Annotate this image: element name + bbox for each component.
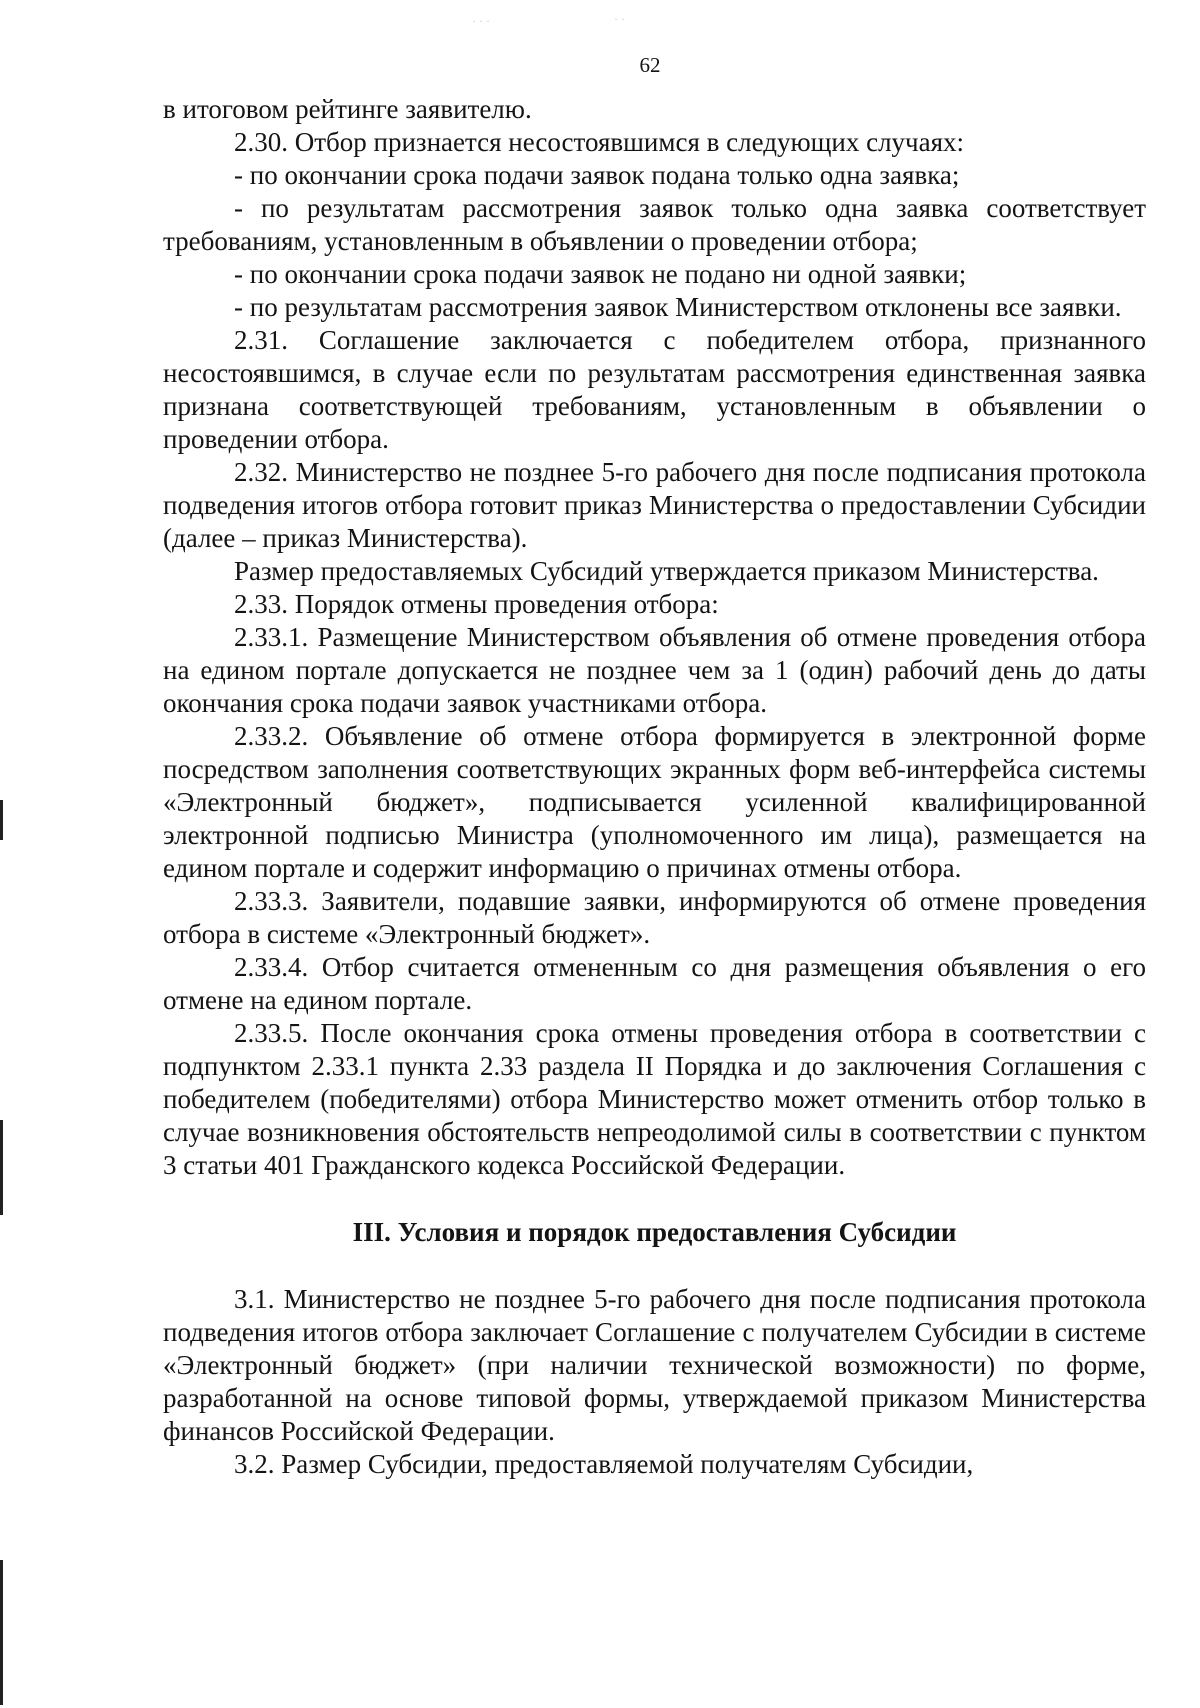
paragraph-3-1: 3.1. Министерство не позднее 5-го рабочего дня после подписания протокола подведения итогов отбора заключает Соглашение с получателем Субсидии в системе «Электронный бюджет» (при наличии технической возможности) по форме, разработанной на основе типовой формы, утверждаемой приказом Министерства финансов Российской Федерации. <box>163 1284 1146 1446</box>
paragraph-2-33-2: 2.33.2. Объявление об отмене отбора формируется в электронной форме посредством заполнения соответствующих экранных форм веб-интерфейса системы «Электронный бюджет», подписывается усиленной квалифицированной электронной подписью Министра (уполномоченного им лица), размещается на едином портале и содержит информацию о причинах отмены отбора. <box>163 721 1146 883</box>
scan-margin-mark <box>0 1120 3 1215</box>
paragraph-2-33: 2.33. Порядок отмены проведения отбора: <box>234 589 719 619</box>
paragraph-continuation: в итоговом рейтинге заявителю. <box>163 94 532 124</box>
paragraph-3-2: 3.2. Размер Субсидии, предоставляемой получателям Субсидии, <box>234 1449 974 1479</box>
section-heading: III. Условия и порядок предоставления Субсидии <box>352 1217 957 1247</box>
paragraph-2-33-5: 2.33.5. После окончания срока отмены проведения отбора в соответствии с подпунктом 2.33.1 пункта 2.33 раздела II Порядка и до заключения Соглашения с победителем (победителями) отбора Министерство может отменить отбор только в случае возникновения обстоятельств непреодолимой силы в соответствии с пунктом 3 статьи 401 Гражданского кодекса Российской Федерации. <box>163 1018 1146 1180</box>
paragraph-2-30: 2.30. Отбор признается несостоявшимся в следующих случаях: <box>234 127 965 157</box>
paragraph-2-33-3: 2.33.3. Заявители, подавшие заявки, информируются об отмене проведения отбора в системе «Электронный бюджет». <box>163 886 1146 949</box>
paragraph-subsidy-size: Размер предоставляемых Субсидий утверждается приказом Министерства. <box>234 556 1099 586</box>
list-item: - по результатам рассмотрения заявок только одна заявка соответствует требованиям, установленным в объявлении о проведении отбора; <box>163 193 1146 256</box>
scan-margin-mark <box>0 800 3 840</box>
paragraph-2-33-1: 2.33.1. Размещение Министерством объявления об отмене проведения отбора на едином портале допускается не позднее чем за 1 (один) рабочий день до даты окончания срока подачи заявок участниками отбора. <box>163 622 1146 718</box>
scan-margin-mark <box>0 1560 3 1705</box>
scan-artifact: · · <box>614 12 625 26</box>
paragraph-2-32: 2.32. Министерство не позднее 5-го рабочего дня после подписания протокола подведения итогов отбора готовит приказ Министерства о предоставлении Субсидии (далее – приказ Министерства). <box>163 457 1146 553</box>
list-item: - по результатам рассмотрения заявок Министерством отклонены все заявки. <box>234 292 1122 322</box>
scan-artifact: · · · <box>472 14 490 28</box>
page-number: 62 <box>639 53 661 77</box>
paragraph-2-33-4: 2.33.4. Отбор считается отмененным со дня размещения объявления о его отмене на едином портале. <box>163 952 1146 1015</box>
list-item: - по окончании срока подачи заявок не подано ни одной заявки; <box>234 259 967 289</box>
paragraph-2-31: 2.31. Соглашение заключается с победителем отбора, признанного несостоявшимся, в случае если по результатам рассмотрения единственная заявка признана соответствующей требованиям, установленным в объявлении о проведении отбора. <box>163 325 1146 454</box>
list-item: - по окончании срока подачи заявок подана только одна заявка; <box>234 160 960 190</box>
document-body <box>163 93 1146 1481</box>
